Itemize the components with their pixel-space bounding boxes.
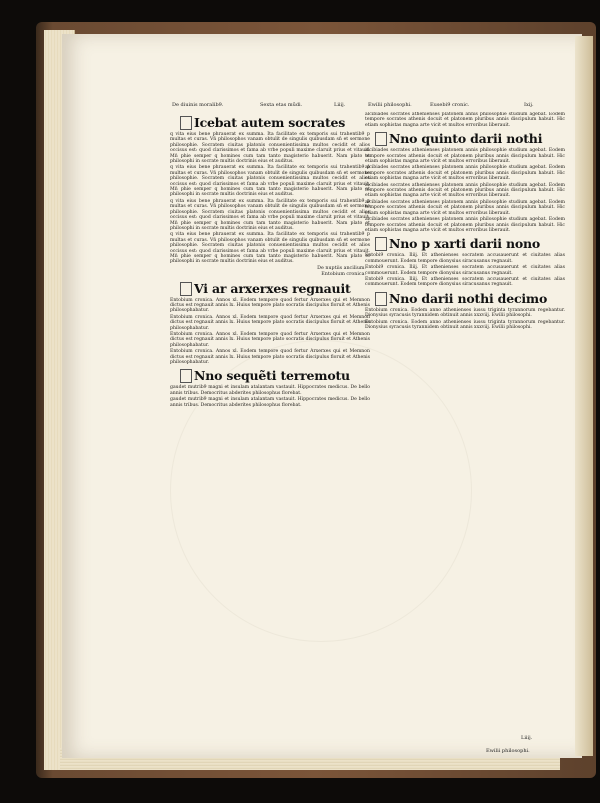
section-body-repeat: Entobium cronica. Annos xl. Eodem tempore quod fertur Arxerxes qui et Memnon dictus est regnauit annis lx. Huius tempore plato socratis discipulus floruit et Athenis philosophabatur.	[170, 332, 370, 348]
section-body-repeat: q vita eius bene phrauerat ex summa. Ita facilitate ex temporis sui trahentib9 p multas et curas. Vñ philosophos vanam obtulit de singulis quibusdam sñ et sermone philosophie. Socratem ciuitas platonis conuenientissima multos cecidit et alios occisus est: quod clarissimos et fama ab vrbe populi maxime claruit prius et vitauit. Mñ phie semper q homines cum tam tanto magisterio habuerit. Nam plato et philosophi in socrate multis doctrinis eius et auditus.	[170, 232, 370, 265]
section-body-repeat: Entobi9 cronica. Iliij. Et athenienses socratem accusauerunt et ciuitates alias commouerunt. Eodem tempore dionysius siracusanus regnauit.	[365, 265, 565, 276]
signature-mark: Ewilii philosophi.	[486, 748, 530, 754]
section-heading	[375, 132, 565, 146]
section-heading-text: Icebat autem socrates	[194, 115, 346, 130]
section-heading-text: Vi ar arxerxes regnauit	[194, 280, 351, 296]
section-body-repeat: Entobium cronica. Annos xl. Eodem tempore quod fertur Arxerxes qui et Memnon dictus est regnauit annis lx. Huius tempore plato socratis discipulus floruit et Athenis philosophabatur.	[170, 349, 370, 366]
section-body-repeat: gaudet mutrib9 magni et insulam atalantam vastauit. Hippocrates medicus. De bello annis tribus. Democritus abderites philosophus florebat.	[170, 397, 370, 408]
initial-placeholder	[180, 116, 192, 130]
right-running-head-3: Ixij.	[524, 102, 534, 108]
section-heading-text: Nno darii nothi decimo	[389, 290, 548, 306]
left-running-head-1: De diuinis moralib9.	[172, 102, 224, 108]
section-heading	[375, 237, 565, 251]
section-body-repeat: q vita eius bene phrauerat ex summa. Ita facilitate ex temporis sui trahentib9 p multas et curas. Vñ philosophos vanam obtulit de singulis quibusdam sñ et sermone philosophie. Socratem ciuitas platonis conuenientissima multos cecidit et alios occisus est: quod clarissimos et fama ab vrbe populi maxime claruit prius et vitauit. Mñ phie semper q homines cum tam tanto magisterio habuerit. Nam plato et philosophi in socrate multis doctrinis eius et auditus.	[170, 198, 370, 231]
initial-placeholder	[180, 282, 192, 296]
section-heading-text: Nno sequẽti terremotu	[194, 368, 350, 384]
section-body-repeat: alcibiades socrates athenienses platonem annis philosophie studium agebat. Eodem tempore socrates athenis docuit et platonem pluribus annis discipulum habuit. Hic etiam sophistas magna arte vicit et multos erroribus liberauit.	[365, 165, 565, 182]
right-text-column	[365, 112, 565, 792]
section-subheading: De nuptiis ancilium.	[317, 265, 366, 271]
right-running-head-2: Eusebi9 cronic.	[430, 102, 470, 108]
section-body-repeat: Entobium cronica. Eodem anno athenienses iussu triginta tyrannorum regebantur. Dionysius syracusis tyrannidem obtinuit annis xxxviij. Ewilii philosophi.	[365, 319, 565, 330]
right-running-head-1: Ewilii philosophi.	[368, 102, 412, 108]
section-body-repeat: alcibiades socrates athenienses platonem annis philosophie studium agebat. Eodem tempore socrates athenis docuit et platonem pluribus annis discipulum habuit. Hic etiam sophistas magna arte vicit et multos erroribus liberauit.	[365, 217, 565, 233]
section-body-repeat: Entobi9 cronica. Iliij. Et athenienses socratem accusauerunt et ciuitates alias commouerunt. Eodem tempore dionysius siracusanus regnauit.	[365, 276, 565, 288]
initial-placeholder	[180, 369, 192, 383]
section-heading	[180, 369, 370, 383]
left-text-column	[170, 112, 370, 712]
section-heading-text: Nno p xarti darii nono	[389, 236, 541, 252]
section-body-intro: alcibiades socrates athenienses platonem annis philosophie studium agebat. Eodem tempore socrates athenis docuit et platonem pluribus annis discipulum habuit. Hic etiam sophistas magna arte vicit et multos erroribus liberauit.	[365, 112, 565, 128]
section-body: Entobi9 cronica. Iliij. Et athenienses socratem accusauerunt et ciuitates alias commouerunt. Eodem tempore dionysius siracusanus regnauit.	[365, 253, 565, 264]
initial-placeholder	[375, 237, 387, 251]
section-heading	[180, 116, 370, 130]
section-heading-text: Nno quinto darii nothi	[389, 131, 543, 147]
section-body: gaudet mutrib9 magni et insulam atalantam vastauit. Hippocrates medicus. De bello annis tribus. Democritus abderites philosophus florebat.	[170, 385, 370, 396]
section-body: Entobium cronica. Eodem anno athenienses iussu triginta tyrannorum regebantur. Dionysius syracusis tyrannidem obtinuit annis xxxviij. Ewilii philosophi.	[365, 307, 565, 319]
left-running-head-2: Sexta etas mũdi.	[260, 102, 303, 108]
section-body-repeat: alcibiades socrates athenienses platonem annis philosophie studium agebat. Eodem tempore socrates athenis docuit et platonem pluribus annis discipulum habuit. Hic etiam sophistas magna arte vicit et multos erroribus liberauit.	[365, 199, 565, 216]
section-body: alcibiades socrates athenienses platonem annis philosophie studium agebat. Eodem tempore socrates athenis docuit et platonem pluribus annis discipulum habuit. Hic etiam sophistas magna arte vicit et multos erroribus liberauit.	[365, 148, 565, 165]
section-heading	[375, 292, 565, 306]
next-leaf-edge	[575, 36, 593, 756]
folio-number: Liiij.	[521, 735, 533, 741]
section-heading	[180, 282, 370, 296]
section-body: Entobium cronica. Annos xl. Eodem tempore quod fertur Arxerxes qui et Memnon dictus est regnauit annis lx. Huius tempore plato socratis discipulus floruit et Athenis philosophabatur.	[170, 297, 370, 314]
initial-placeholder	[375, 292, 387, 306]
section-body-repeat: alcibiades socrates athenienses platonem annis philosophie studium agebat. Eodem tempore socrates athenis docuit et platonem pluribus annis discipulum habuit. Hic etiam sophistas magna arte vicit et multos erroribus liberauit.	[365, 182, 565, 199]
section-body-repeat: q vita eius bene phrauerat ex summa. Ita facilitate ex temporis sui trahentib9 p multas et curas. Vñ philosophos vanam obtulit de singulis quibusdam sñ et sermone philosophie. Socratem ciuitas platonis conuenientissima multos cecidit et alios occisus est: quod clarissimos et fama ab vrbe populi maxime claruit prius et vitauit. Mñ phie semper q homines cum tam tanto magisterio habuerit. Nam plato et philosophi in socrate multis doctrinis eius et auditus.	[170, 165, 370, 198]
section-source: Entobium cronica.	[321, 272, 366, 278]
initial-placeholder	[375, 132, 387, 146]
section-body-repeat: Entobium cronica. Annos xl. Eodem tempore quod fertur Arxerxes qui et Memnon dictus est regnauit annis lx. Huius tempore plato socratis discipulus floruit et Athenis philosophabatur.	[170, 314, 370, 331]
section-body: q vita eius bene phrauerat ex summa. Ita facilitate ex temporis sui trahentib9 p multas et curas. Vñ philosophos vanam obtulit de singulis quibusdam sñ et sermone philosophie. Socratem ciuitas platonis conuenientissima multos cecidit et alios occisus est: quod clarissimos et fama ab vrbe populi maxime claruit prius et vitauit. Mñ phie semper q homines cum tam tanto magisterio habuerit. Nam plato et philosophi in socrate multis doctrinis eius et auditus.	[170, 132, 370, 165]
left-running-head-3: Liiij.	[334, 102, 346, 108]
